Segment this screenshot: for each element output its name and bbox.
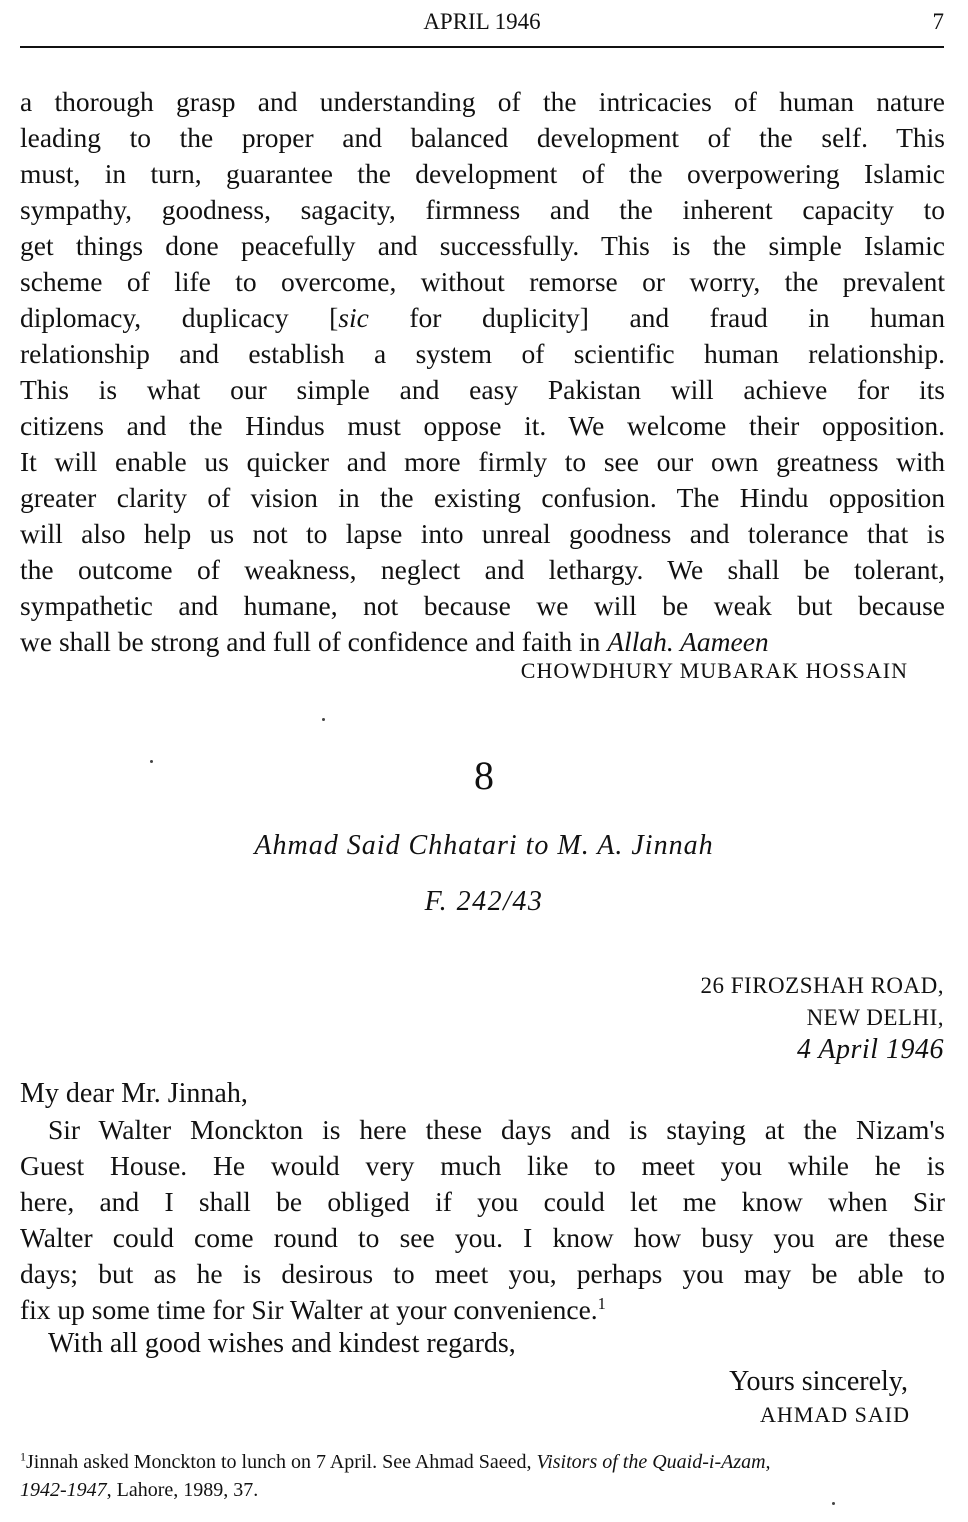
document-reference: F. 242/43: [424, 886, 544, 917]
body-line: Sir Walter Monckton is here these days and is staying at the Nizam's: [48, 1114, 945, 1145]
sender-address: [701, 970, 945, 1066]
body-line-last: [20, 1292, 945, 1328]
body-line: This is what our simple and easy Pakistan will achieve for its: [20, 374, 945, 405]
sic-after: for duplicity] and fraud in human: [368, 302, 945, 333]
header-rule: [20, 46, 944, 48]
body-line: will also help us not to lapse into unreal goodness and tolerance that is: [20, 518, 945, 549]
footnote-citation: , Lahore, 1989, 37.: [106, 1479, 259, 1501]
body-line-sic: [20, 300, 945, 336]
footnote-line-1: [20, 1448, 945, 1476]
document-title: Ahmad Said Chhatari to M. A. Jinnah: [254, 830, 714, 861]
body-line: relationship and establish a system of scientific human relationship.: [20, 338, 945, 369]
sic-italic: sic: [338, 302, 369, 333]
footnote-line-2: [20, 1476, 945, 1504]
body-last-text: fix up some time for Sir Walter at your convenience.: [20, 1294, 598, 1325]
address-line-1: 26 FIROZSHAH ROAD,: [700, 973, 944, 998]
body-line-last: [20, 624, 945, 660]
sic-before: diplomacy, duplicacy [: [20, 302, 339, 333]
letter-2-signature: AHMAD SAID: [760, 1402, 910, 1427]
body-line: scheme of life to overcome, without remorse or worry, the prevalent: [20, 266, 945, 297]
footnote-text: Jinnah asked Monckton to lunch on 7 April. See Ahmad Saeed,: [26, 1451, 537, 1473]
body-line: sympathetic and humane, not because we will be weak but because: [20, 590, 945, 621]
letter-date: 4 April 1946: [796, 1034, 944, 1065]
letter-1-body: [20, 84, 945, 660]
letter-2-body-cont: [20, 1148, 945, 1328]
body-line: here, and I shall be obliged if you could let me know when Sir: [20, 1186, 945, 1217]
page-number: 7: [932, 9, 944, 34]
salutation: My dear Mr. Jinnah,: [20, 1078, 248, 1109]
body-line: get things done peacefully and successfully. This is the simple Islamic: [20, 230, 945, 261]
letter-2-body: [48, 1112, 945, 1148]
speck: [832, 1502, 835, 1505]
footnote: [20, 1448, 945, 1504]
body-line: the outcome of weakness, neglect and lethargy. We shall be tolerant,: [20, 554, 945, 585]
body-line: leading to the proper and balanced development of the self. This: [20, 122, 945, 153]
closing-line: With all good wishes and kindest regards,: [48, 1328, 516, 1359]
body-line: greater clarity of vision in the existing confusion. The Hindu opposition: [20, 482, 945, 513]
address-line-2: NEW DELHI,: [806, 1005, 944, 1030]
letter-1-signature: CHOWDHURY MUBARAK HOSSAIN: [520, 658, 908, 683]
last-line-text: we shall be strong and full of confidence and faith in: [20, 626, 608, 657]
footnote-marker: 1: [597, 1293, 606, 1313]
body-line: Walter could come round to see you. I know how busy you are these: [20, 1222, 945, 1253]
body-line: sympathy, goodness, sagacity, firmness and the inherent capacity to: [20, 194, 945, 225]
running-header: [20, 6, 944, 38]
allah-aameen: Allah. Aameen: [607, 626, 769, 657]
body-line: Guest House. He would very much like to meet you while he is: [20, 1150, 945, 1181]
footnote-book-title: Visitors of the Quaid-i-Azam,: [536, 1451, 771, 1473]
running-head-title: APRIL 1946: [423, 9, 541, 34]
body-line: must, in turn, guarantee the development of the overpowering Islamic: [20, 158, 945, 189]
document-number: 8: [474, 753, 494, 798]
footnote-years: 1942-1947: [20, 1479, 107, 1501]
body-line: days; but as he is desirous to meet you, perhaps you may be able to: [20, 1258, 945, 1289]
speck: [322, 718, 325, 721]
valediction: Yours sincerely,: [729, 1366, 908, 1397]
body-line: a thorough grasp and understanding of the intricacies of human nature: [20, 86, 945, 117]
body-line: It will enable us quicker and more firmly to see our own greatness with: [20, 446, 945, 477]
body-line: citizens and the Hindus must oppose it. We welcome their opposition.: [20, 410, 945, 441]
footnote-mark: 1: [20, 1449, 26, 1464]
